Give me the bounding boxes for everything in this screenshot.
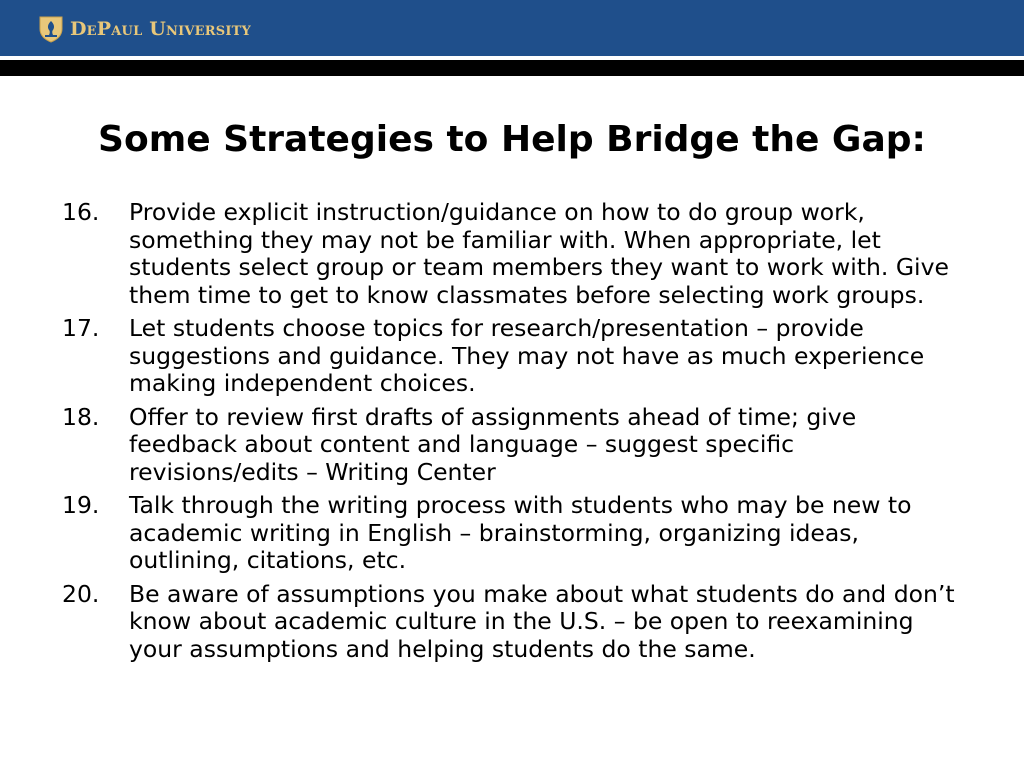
list-item — [62, 492, 967, 575]
item-number: 19. — [62, 491, 100, 519]
university-logo — [38, 14, 251, 44]
item-text: Offer to review first drafts of assignments ahead of time; give feedback about content and language – suggest specific revisions/edits – Writing Center — [129, 402, 857, 486]
logo-text: DePaul University — [70, 18, 252, 40]
strategy-list — [62, 199, 967, 669]
list-item — [62, 581, 967, 664]
slide-title: Some Strategies to Help Bridge the Gap: — [98, 119, 926, 160]
item-number: 17. — [62, 314, 100, 342]
depaul-shield-icon — [38, 15, 64, 43]
item-number: 18. — [62, 402, 100, 431]
item-number: 20. — [62, 579, 100, 608]
item-text: Let students choose topics for research/presentation – provide suggestions and guidance. They may not have as much experience making independent choices. — [129, 314, 925, 397]
header-black-bar — [0, 60, 1024, 76]
item-text: Provide explicit instruction/guidance on how to do group work, something they may not be familiar with. When appropriate, let students select group or team members they want to work with. Give them time to get to know classmates before selecting work groups. — [129, 198, 949, 309]
list-item — [62, 315, 967, 398]
list-item — [62, 404, 967, 487]
item-text: Be aware of assumptions you make about what students do and don’t know about academic culture in the U.S. – be open to reexamining your assumptions and helping students do the same. — [129, 579, 955, 663]
item-number: 16. — [62, 198, 100, 226]
item-text: Talk through the writing process with students who may be new to academic writing in English – brainstorming, organizing ideas, outlining, citations, etc. — [129, 491, 912, 574]
list-item — [62, 199, 967, 309]
